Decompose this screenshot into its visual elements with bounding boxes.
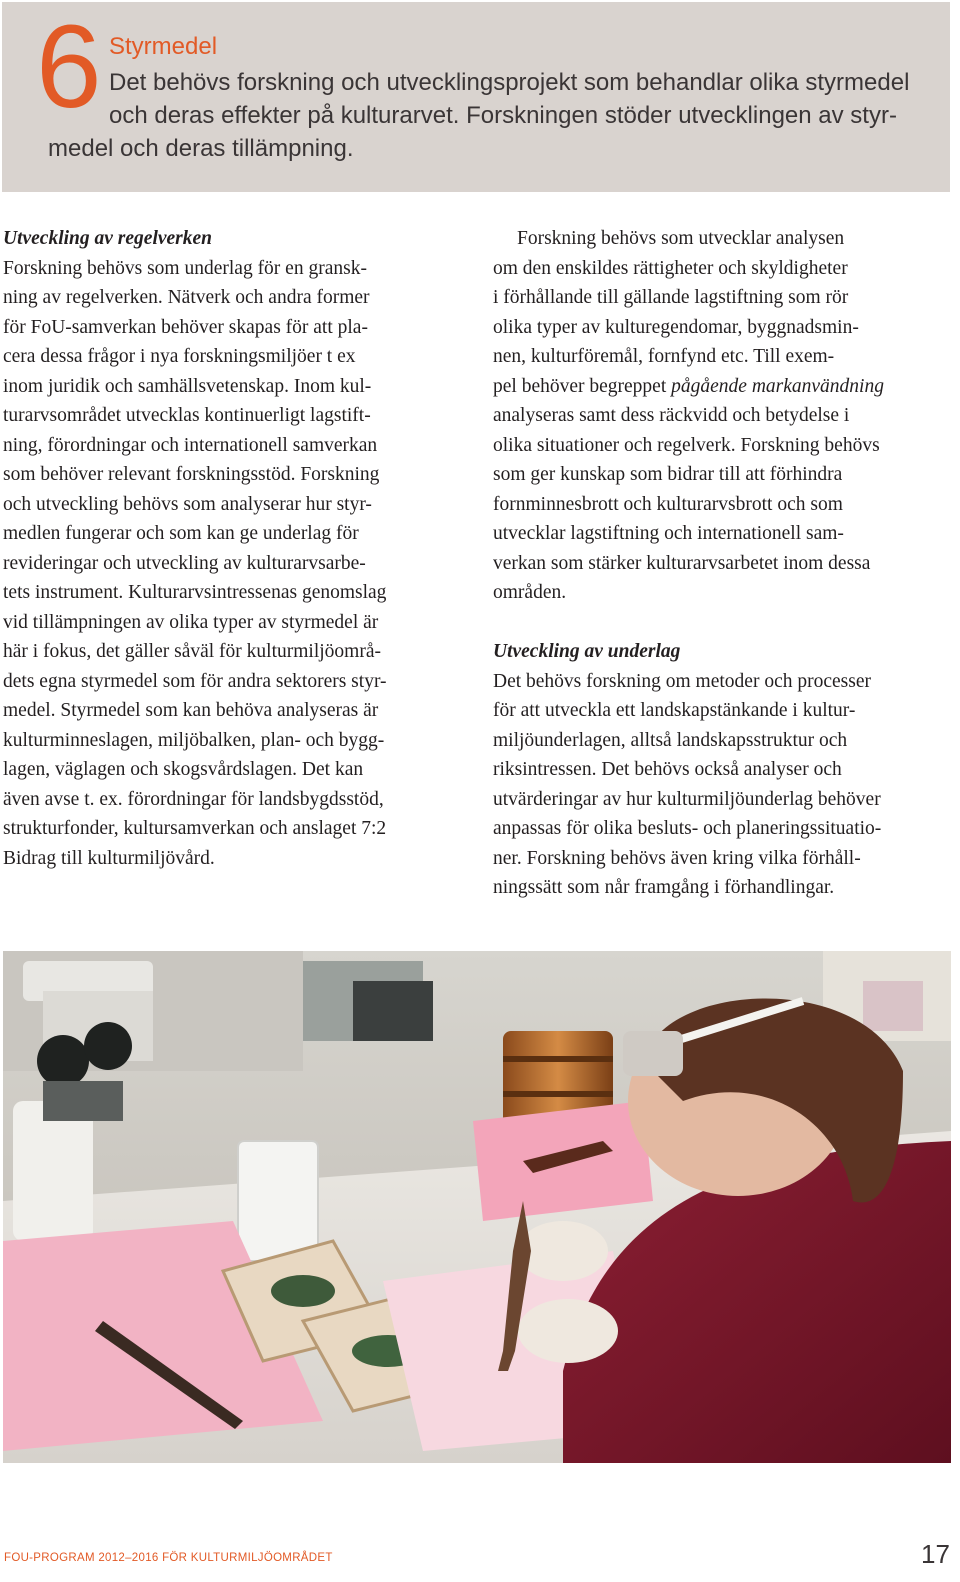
body-line: dets egna styrmedel som för andra sektorers styr- bbox=[3, 670, 387, 692]
footer-program-title: FOU-PROGRAM 2012–2016 FÖR KULTURMILJÖOMRÅDET bbox=[4, 1552, 333, 1564]
body-line: kulturminneslagen, miljöbalken, plan- och bygg- bbox=[3, 729, 385, 751]
body-line: utvecklar lagstiftning och internationell sam- bbox=[493, 523, 844, 544]
body-line: analyseras samt dess räckvidd och betydelse i bbox=[493, 405, 850, 426]
body-line: ning av regelverken. Nätverk och andra former bbox=[3, 287, 370, 308]
chapter-header-box bbox=[2, 2, 950, 192]
body-line: för att utveckla ett landskapstänkande i kultur- bbox=[493, 700, 856, 721]
body-line: olika situationer och regelverk. Forskning behövs bbox=[493, 434, 880, 456]
body-line: som behöver relevant forskningsstöd. Forskning bbox=[3, 464, 380, 485]
body-line: revideringar och utveckling av kulturarvsarbe- bbox=[3, 552, 366, 574]
chapter-intro-line-1: Det behövs forskning och utvecklingsprojekt som behandlar olika styrmedel bbox=[109, 69, 910, 96]
body-line: och utveckling behövs som analyserar hur styr- bbox=[3, 493, 372, 515]
body-line: här i fokus, det gäller såväl för kulturmiljöområ- bbox=[3, 641, 381, 662]
body-line: miljöunderlagen, alltså landskapsstruktur och bbox=[493, 729, 848, 751]
body-line: medel. Styrmedel som kan behöva analyseras är bbox=[3, 700, 379, 721]
body-line: tets instrument. Kulturarvsintressenas genomslag bbox=[3, 582, 387, 603]
body-line: för FoU-samverkan behöver skapas för att pla- bbox=[3, 316, 368, 338]
italic-term: pågående markanvändning bbox=[671, 375, 884, 397]
section-heading-regelverken: Utveckling av regelverken bbox=[3, 228, 213, 249]
body-text: pel behöver begreppet bbox=[493, 375, 672, 397]
body-line: som ger kunskap som bidrar till att förhindra bbox=[493, 464, 843, 485]
body-line: cera dessa frågor i nya forskningsmiljöer t ex bbox=[3, 346, 356, 367]
body-line: nen, kulturföremål, fornfynd etc. Till exem- bbox=[493, 346, 835, 367]
body-line: ner. Forskning behövs även kring vilka förhåll- bbox=[493, 847, 861, 869]
chapter-number: 6 bbox=[36, 1, 100, 133]
body-line: riksintressen. Det behövs också analyser och bbox=[493, 759, 842, 780]
body-line: lagen, väglagen och skogsvårdslagen. Det kan bbox=[3, 759, 364, 780]
body-line: vid tillämpningen av olika typer av styrmedel är bbox=[3, 611, 379, 633]
paragraph-gap bbox=[493, 608, 955, 638]
body-line: fornminnesbrott och kulturarvsbrott och som bbox=[493, 493, 843, 515]
body-line: utvärderingar av hur kulturmiljöunderlag behöver bbox=[493, 788, 881, 810]
body-line: i förhållande till gällande lagstiftning som rör bbox=[493, 287, 849, 308]
conservator-photo bbox=[3, 951, 951, 1463]
body-line: olika typer av kulturegendomar, byggnadsmin- bbox=[493, 316, 859, 338]
left-column bbox=[3, 224, 473, 873]
chapter-intro-line-3: medel och deras tillämpning. bbox=[48, 135, 354, 162]
body-line: verkan som stärker kulturarvsarbetet inom dessa bbox=[493, 552, 871, 574]
body-line: även avse t. ex. förordningar för landsbygdsstöd, bbox=[3, 788, 384, 810]
body-line: Forskning behövs som utvecklar analysen bbox=[517, 228, 845, 249]
body-line: Forskning behövs som underlag för en gransk- bbox=[3, 257, 367, 279]
body-line: medlen fungerar och som kan ge underlag för bbox=[3, 523, 359, 544]
body-line: områden. bbox=[493, 582, 567, 603]
chapter-intro-line-2: och deras effekter på kulturarvet. Forskningen stöder utvecklingen av styr- bbox=[109, 102, 897, 129]
body-line: anpassas för olika besluts- och planeringssituatio- bbox=[493, 818, 882, 839]
body-line: om den enskildes rättigheter och skyldigheter bbox=[493, 257, 848, 279]
chapter-title: Styrmedel bbox=[109, 33, 218, 60]
body-line: Det behövs forskning om metoder och processer bbox=[493, 670, 871, 692]
right-column bbox=[493, 224, 955, 903]
page-number: 17 bbox=[921, 1539, 950, 1569]
body-line: ning, förordningar och internationell samverkan bbox=[3, 434, 378, 456]
section-heading-underlag: Utveckling av underlag bbox=[493, 641, 681, 662]
body-line bbox=[493, 372, 955, 402]
body-line: inom juridik och samhällsvetenskap. Inom kul- bbox=[3, 375, 372, 397]
body-line: ningssätt som når framgång i förhandlingar. bbox=[493, 877, 835, 898]
body-line: strukturfonder, kultursamverkan och anslaget 7:2 bbox=[3, 818, 387, 839]
body-line: turarvsområdet utvecklas kontinuerligt lagstift- bbox=[3, 405, 371, 426]
body-line: Bidrag till kulturmiljövård. bbox=[3, 847, 215, 869]
